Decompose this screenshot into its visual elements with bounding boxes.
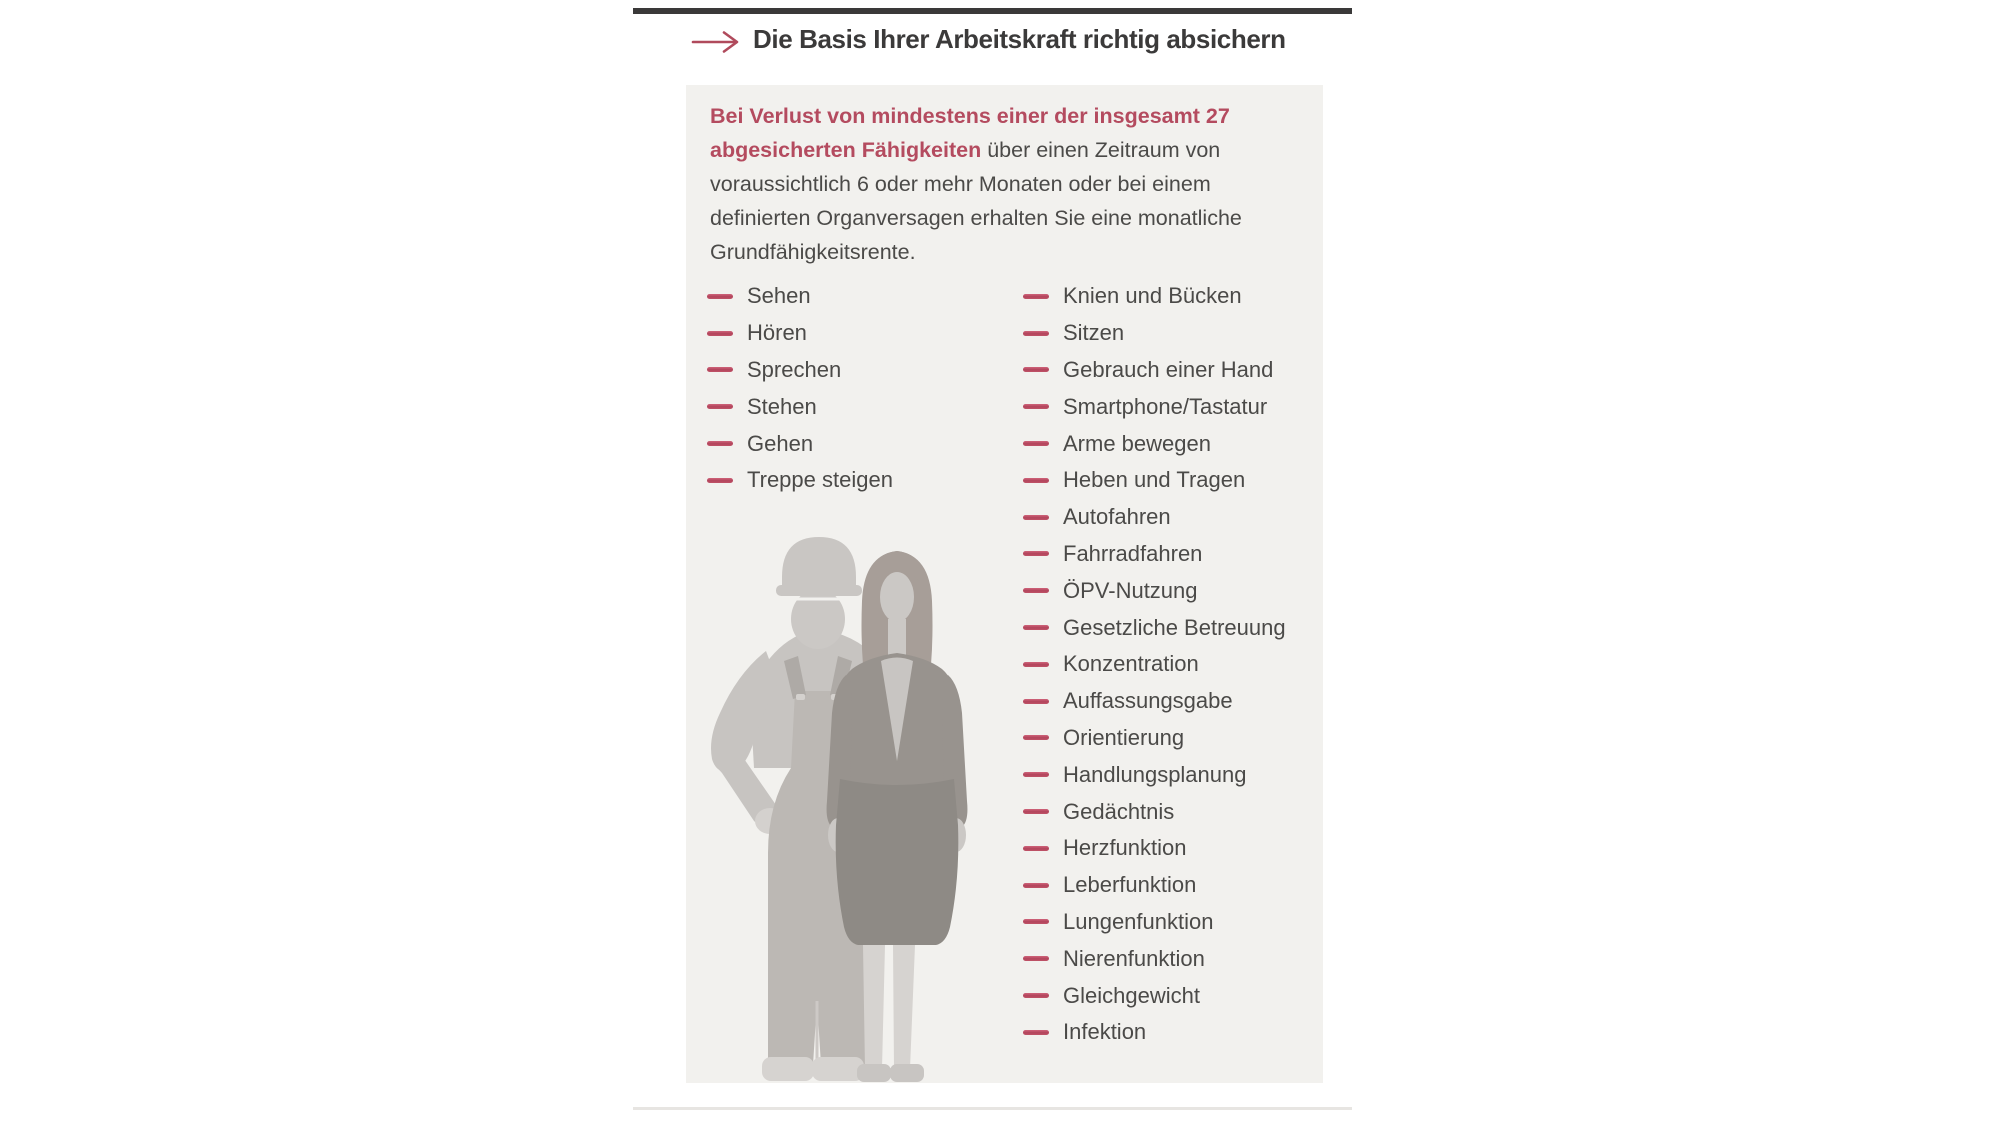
- right-arrow-icon: [691, 29, 743, 55]
- ability-label: Sehen: [747, 283, 811, 309]
- ability-label: Smartphone/Tastatur: [1063, 393, 1268, 419]
- dash-bullet-icon: [1023, 1030, 1049, 1035]
- ability-label: Orientierung: [1063, 724, 1185, 750]
- ability-label: Gebrauch einer Hand: [1063, 356, 1274, 382]
- list-item: [1023, 720, 1286, 757]
- list-item: [707, 425, 893, 462]
- dash-bullet-icon: [1023, 699, 1049, 704]
- dash-bullet-icon: [1023, 331, 1049, 336]
- dash-bullet-icon: [1023, 662, 1049, 667]
- ability-label: Herzfunktion: [1063, 835, 1187, 861]
- dash-bullet-icon: [707, 331, 733, 336]
- list-item: [1023, 388, 1286, 425]
- dash-bullet-icon: [707, 294, 733, 299]
- dash-bullet-icon: [1023, 367, 1049, 372]
- list-item: [1023, 278, 1286, 315]
- list-item: [1023, 904, 1286, 941]
- list-item: [1023, 977, 1286, 1014]
- ability-label: Knien und Bücken: [1063, 283, 1242, 309]
- list-item: [1023, 867, 1286, 904]
- intro-body: über einen Zeitraum von voraussichtlich 6 oder mehr Monaten oder bei einem definierten Organversagen erhalten Sie eine monatliche Grundfähigkeitsrente.: [710, 138, 1242, 264]
- dash-bullet-icon: [1023, 515, 1049, 520]
- dash-bullet-icon: [1023, 993, 1049, 998]
- list-item: [1023, 499, 1286, 536]
- list-item: [1023, 683, 1286, 720]
- ability-label: Arme bewegen: [1063, 430, 1211, 456]
- ability-label: Gesetzliche Betreuung: [1063, 614, 1286, 640]
- dash-bullet-icon: [1023, 625, 1049, 630]
- ability-label: Infektion: [1063, 1019, 1147, 1045]
- list-item: [707, 388, 893, 425]
- list-item: [1023, 352, 1286, 389]
- list-item: [1023, 462, 1286, 499]
- dash-bullet-icon: [1023, 883, 1049, 888]
- list-item: [1023, 793, 1286, 830]
- dash-bullet-icon: [1023, 588, 1049, 593]
- ability-label: Sitzen: [1063, 320, 1125, 346]
- ability-label: Gehen: [747, 430, 814, 456]
- list-item: [1023, 1014, 1286, 1051]
- list-item: [1023, 830, 1286, 867]
- dash-bullet-icon: [1023, 478, 1049, 483]
- list-item: [1023, 940, 1286, 977]
- list-item: [1023, 572, 1286, 609]
- ability-label: Konzentration: [1063, 651, 1199, 677]
- list-item: [1023, 536, 1286, 573]
- ability-label: Treppe steigen: [747, 467, 893, 493]
- dash-bullet-icon: [1023, 772, 1049, 777]
- ability-label: Nierenfunktion: [1063, 945, 1205, 971]
- content-panel: [686, 85, 1323, 1083]
- worker-and-businesswoman-illustration: [700, 533, 1020, 1083]
- abilities-list-right: [1023, 278, 1286, 1051]
- list-item: [1023, 315, 1286, 352]
- list-item: [707, 278, 893, 315]
- dash-bullet-icon: [1023, 404, 1049, 409]
- intro-paragraph: [710, 99, 1275, 269]
- abilities-list-left: [707, 278, 893, 499]
- ability-label: Sprechen: [747, 356, 842, 382]
- ability-label: ÖPV-Nutzung: [1063, 577, 1198, 603]
- dash-bullet-icon: [1023, 956, 1049, 961]
- dash-bullet-icon: [1023, 846, 1049, 851]
- list-item: [1023, 425, 1286, 462]
- dash-bullet-icon: [707, 478, 733, 483]
- list-item: [707, 315, 893, 352]
- list-item: [1023, 756, 1286, 793]
- ability-label: Fahrradfahren: [1063, 540, 1203, 566]
- top-divider-rule: [633, 8, 1352, 14]
- ability-label: Gedächtnis: [1063, 798, 1175, 824]
- ability-label: Lungenfunktion: [1063, 908, 1214, 934]
- dash-bullet-icon: [707, 441, 733, 446]
- dash-bullet-icon: [1023, 809, 1049, 814]
- list-item: [1023, 646, 1286, 683]
- ability-label: Handlungsplanung: [1063, 761, 1247, 787]
- dash-bullet-icon: [707, 367, 733, 372]
- dash-bullet-icon: [1023, 551, 1049, 556]
- list-item: [707, 462, 893, 499]
- ability-label: Stehen: [747, 393, 817, 419]
- bottom-divider-rule: [633, 1107, 1352, 1110]
- list-item: [1023, 609, 1286, 646]
- ability-label: Autofahren: [1063, 504, 1171, 530]
- dash-bullet-icon: [1023, 441, 1049, 446]
- ability-label: Auffassungsgabe: [1063, 688, 1233, 714]
- dash-bullet-icon: [707, 404, 733, 409]
- page-title: Die Basis Ihrer Arbeitskraft richtig absichern: [753, 24, 1286, 54]
- list-item: [707, 352, 893, 389]
- dash-bullet-icon: [1023, 919, 1049, 924]
- ability-label: Heben und Tragen: [1063, 467, 1246, 493]
- ability-label: Gleichgewicht: [1063, 982, 1200, 1008]
- intro-highlight: Bei Verlust von mindestens einer der insgesamt 27 abgesicherten Fähigkeiten: [710, 104, 1230, 162]
- ability-label: Hören: [747, 320, 807, 346]
- dash-bullet-icon: [1023, 294, 1049, 299]
- dash-bullet-icon: [1023, 735, 1049, 740]
- ability-label: Leberfunktion: [1063, 872, 1197, 898]
